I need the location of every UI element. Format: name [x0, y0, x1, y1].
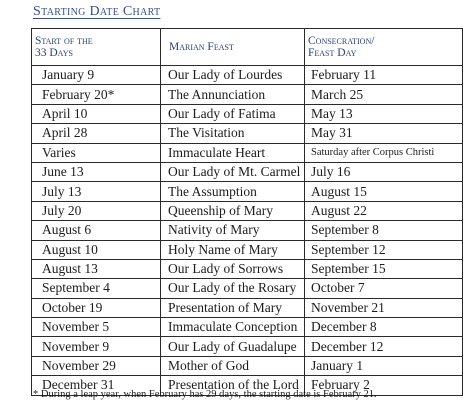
start-date-cell: April 10	[32, 104, 161, 123]
consecration-cell: January 1	[305, 356, 463, 375]
feast-cell: Immaculate Conception	[161, 318, 305, 337]
feast-cell: Nativity of Mary	[161, 221, 305, 240]
feast-cell: Our Lady of Mt. Carmel	[161, 162, 305, 181]
consecration-cell: May 31	[305, 124, 463, 143]
table-row	[32, 201, 463, 220]
start-date-cell: February 20*	[32, 85, 161, 104]
feast-cell: Mother of God	[161, 356, 305, 375]
table-row	[32, 66, 463, 85]
consecration-cell: October 7	[305, 279, 463, 298]
header-feast: Marian Feast	[161, 29, 305, 66]
feast-cell: Our Lady of Fatima	[161, 104, 305, 123]
start-date-cell: November 5	[32, 318, 161, 337]
table-row	[32, 182, 463, 201]
feast-cell: Our Lady of Sorrows	[161, 259, 305, 278]
start-date-cell: August 13	[32, 259, 161, 278]
chart-title: Starting Date Chart	[33, 4, 161, 19]
start-date-cell: August 6	[32, 221, 161, 240]
start-date-cell: June 13	[32, 162, 161, 181]
consecration-cell: May 13	[305, 104, 463, 123]
starting-date-table	[31, 28, 463, 396]
feast-cell: Our Lady of the Rosary	[161, 279, 305, 298]
table-row	[32, 124, 463, 143]
header-start	[32, 29, 161, 66]
consecration-cell: Saturday after Corpus Christi	[305, 143, 463, 162]
consecration-cell: August 15	[305, 182, 463, 201]
consecration-cell: September 12	[305, 240, 463, 259]
feast-cell: The Visitation	[161, 124, 305, 143]
feast-cell: Queenship of Mary	[161, 201, 305, 220]
header-start-line2: 33 Days	[35, 47, 73, 59]
start-date-cell: Varies	[32, 143, 161, 162]
feast-cell: Our Lady of Guadalupe	[161, 337, 305, 356]
leap-year-footnote: * During a leap year, when February has 29 days, the starting date is February 21.	[33, 389, 377, 400]
table-row	[32, 143, 463, 162]
start-date-cell: April 28	[32, 124, 161, 143]
header-consecration-line1: Consecration/	[308, 35, 375, 47]
header-row	[32, 29, 463, 66]
consecration-cell: February 11	[305, 66, 463, 85]
start-date-cell: August 10	[32, 240, 161, 259]
start-date-cell: September 4	[32, 279, 161, 298]
feast-cell: Presentation of the Lord	[161, 376, 305, 395]
consecration-cell: August 22	[305, 201, 463, 220]
consecration-cell: March 25	[305, 85, 463, 104]
feast-cell: The Annunciation	[161, 85, 305, 104]
start-date-cell: July 20	[32, 201, 161, 220]
consecration-cell: September 8	[305, 221, 463, 240]
consecration-cell: December 12	[305, 337, 463, 356]
table-row	[32, 240, 463, 259]
header-consecration	[305, 29, 463, 66]
table-row	[32, 298, 463, 317]
feast-cell: Immaculate Heart	[161, 143, 305, 162]
feast-cell: Presentation of Mary	[161, 298, 305, 317]
header-start-line1: Start of the	[35, 35, 93, 47]
feast-cell: The Assumption	[161, 182, 305, 201]
start-date-cell: October 19	[32, 298, 161, 317]
consecration-cell: September 15	[305, 259, 463, 278]
consecration-cell: July 16	[305, 162, 463, 181]
feast-cell: Our Lady of Lourdes	[161, 66, 305, 85]
header-consecration-line2: Feast Day	[308, 47, 357, 59]
table-row	[32, 356, 463, 375]
consecration-cell: November 21	[305, 298, 463, 317]
start-date-cell: July 13	[32, 182, 161, 201]
start-date-cell: November 9	[32, 337, 161, 356]
table-row	[32, 279, 463, 298]
start-date-cell: December 31	[32, 376, 161, 395]
table-row	[32, 162, 463, 181]
feast-cell: Holy Name of Mary	[161, 240, 305, 259]
table-row	[32, 337, 463, 356]
start-date-cell: November 29	[32, 356, 161, 375]
table-row	[32, 85, 463, 104]
consecration-cell: February 2	[305, 376, 463, 395]
table-row	[32, 104, 463, 123]
table-row	[32, 318, 463, 337]
consecration-cell: December 8	[305, 318, 463, 337]
table-row	[32, 259, 463, 278]
table-row	[32, 221, 463, 240]
start-date-cell: January 9	[32, 66, 161, 85]
